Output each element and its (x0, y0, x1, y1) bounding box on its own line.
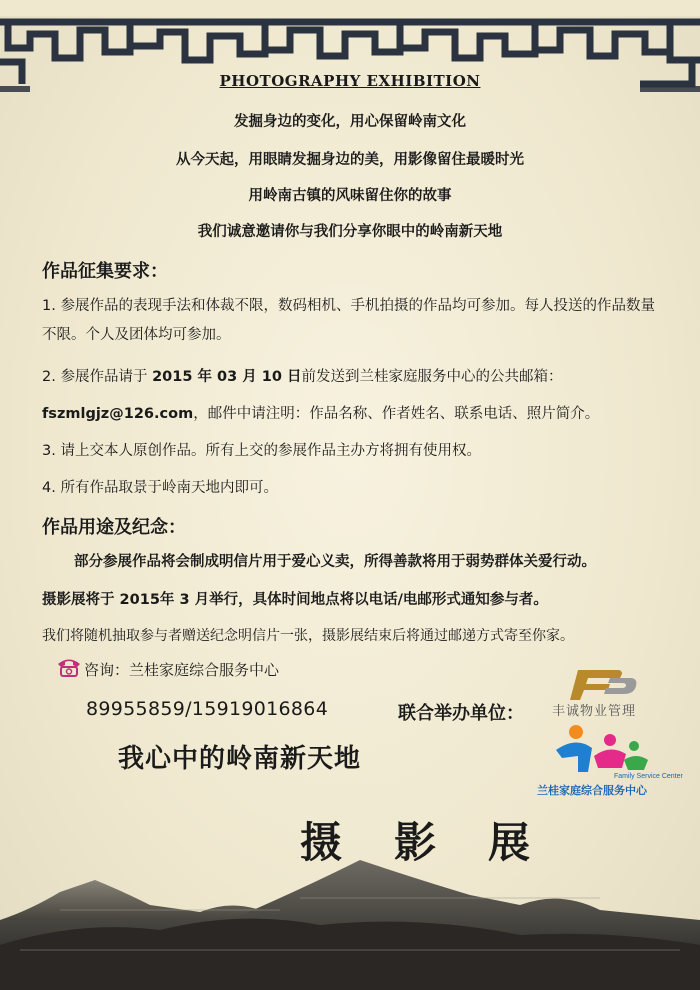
family-service-center-logo-text: 兰桂家庭综合服务中心 (537, 784, 647, 797)
exhibition-title: PHOTOGRAPHY EXHIBITION (219, 72, 481, 90)
exhibition-name-banner: 摄影展 (300, 818, 583, 867)
joint-organizers-label: 联合举办单位： (398, 703, 524, 724)
slogan-line: 发掘身边的变化，用心保留岭南文化 (234, 114, 466, 130)
requirement-item-2 (42, 368, 662, 387)
requirement-item-2-post: 前发送到兰桂家庭服务中心的公共邮箱： (301, 369, 563, 385)
usage-heading: 作品用途及纪念： (42, 517, 186, 538)
requirement-item-3: 3. 请上交本人原创作品。所有上交的参展作品主办方将拥有使用权。 (42, 443, 481, 459)
requirement-item-1: 1. 参展作品的表现手法和体裁不限，数码相机、手机拍摄的作品均可参加。每人投送的作品数量不限。个人及团体均可参加。 (42, 298, 655, 343)
usage-line-2: 摄影展将于 2015年 3 月举行，具体时间地点将以电话/电邮形式通知参与者。 (42, 592, 548, 608)
consult-line: 咨询：兰桂家庭综合服务中心 (84, 661, 280, 679)
submission-email: fszmlgjz@126.com (42, 406, 194, 422)
usage-line-3: 我们将随机抽取参与者赠送纪念明信片一张，摄影展结束后将通过邮递方式寄至你家。 (42, 628, 574, 644)
telephone-icon (56, 657, 82, 677)
family-service-center-en: Family Service Center (614, 773, 683, 780)
usage-line-1: 部分参展作品将会制成明信片用于爱心义卖，所得善款将用于弱势群体关爱行动。 (74, 554, 596, 570)
requirement-item-2-email-line (42, 405, 662, 424)
family-service-center-logo-icon (548, 722, 683, 782)
fengcheng-logo-text: 丰诚物业管理 (552, 704, 637, 719)
slogan-line: 我们诚意邀请你与我们分享你眼中的岭南新天地 (197, 224, 503, 240)
slogan-line: 从今天起，用眼睛发掘身边的美，用影像留住最暖时光 (176, 152, 524, 168)
slogan-line: 用岭南古镇的风味留住你的故事 (248, 188, 452, 204)
lingnan-rooftops-image (0, 850, 700, 990)
email-note: ，邮件中请注明：作品名称、作者姓名、联系电话、照片简介。 (193, 406, 600, 422)
submission-deadline: 2015 年 03 月 10 日 (152, 369, 302, 385)
exhibition-theme-banner: 我心中的岭南新天地 (118, 744, 362, 774)
requirement-item-4: 4. 所有作品取景于岭南天地内即可。 (42, 480, 278, 496)
requirement-item-2-pre: 2. 参展作品请于 (42, 369, 153, 385)
requirements-heading: 作品征集要求： (42, 261, 168, 282)
contact-phone: 89955859/15919016864 (86, 698, 329, 720)
